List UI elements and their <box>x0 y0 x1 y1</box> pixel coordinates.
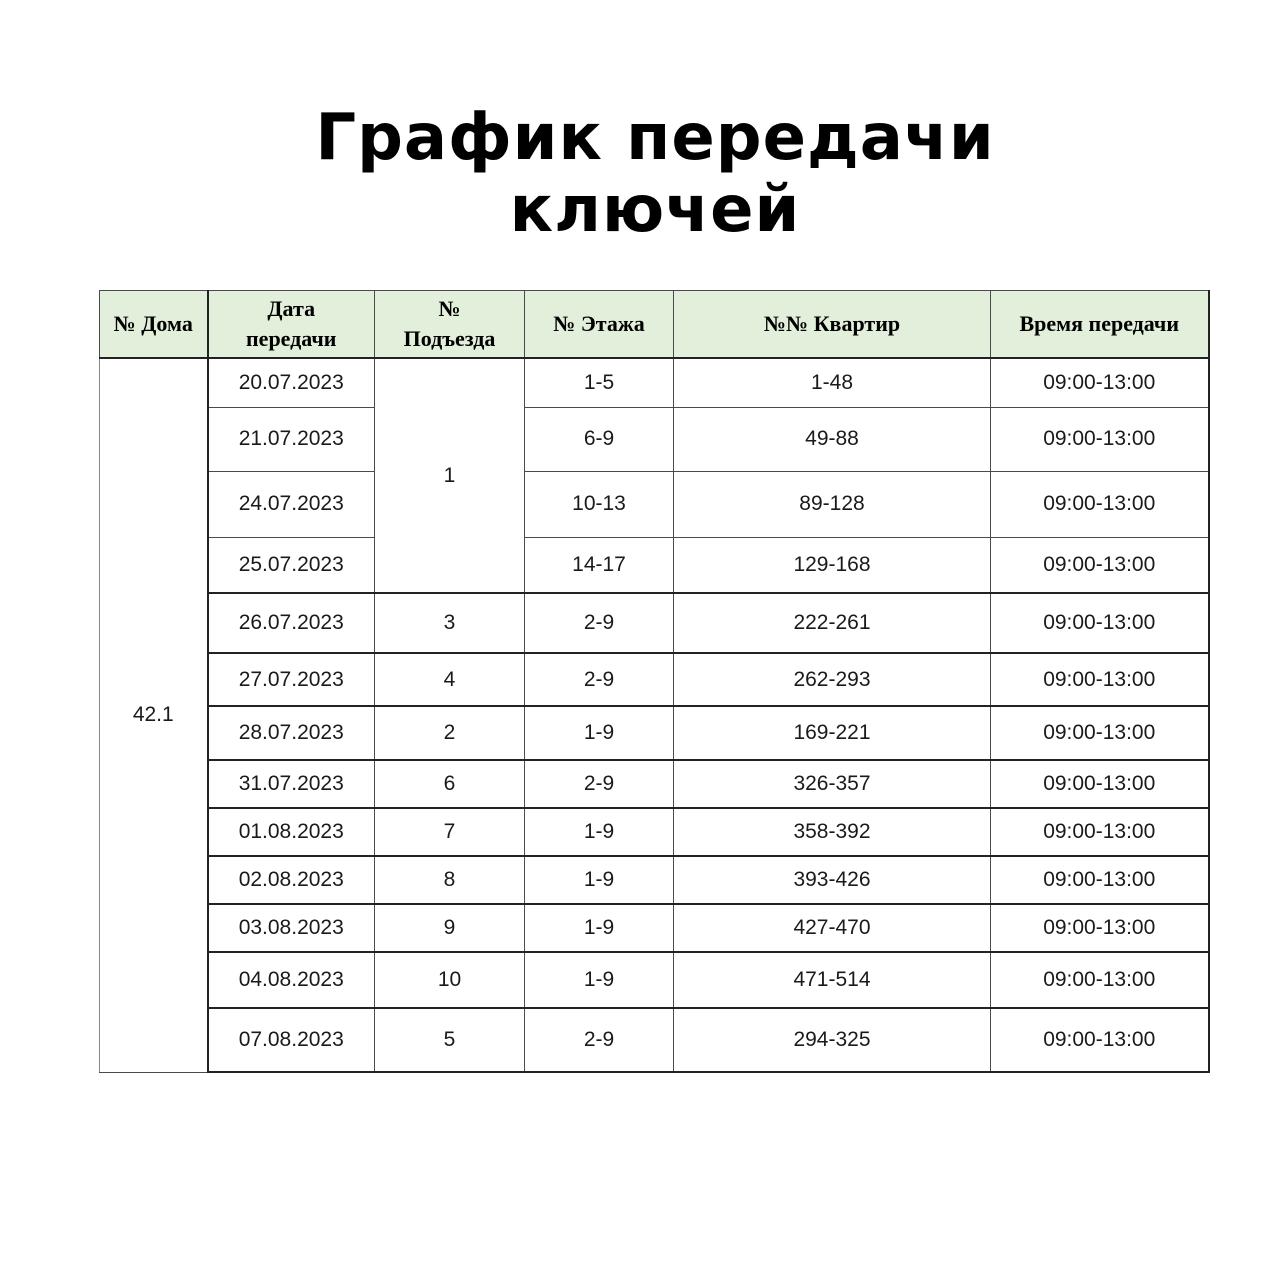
date-cell: 28.07.2023 <box>208 706 375 760</box>
header-entrance-line-2: Подъезда <box>403 326 496 351</box>
date-cell: 07.08.2023 <box>208 1008 375 1072</box>
table-row <box>100 537 1209 593</box>
floor-cell: 2-9 <box>525 760 674 808</box>
table-row <box>100 593 1209 653</box>
table-row <box>100 407 1209 471</box>
apartments-cell: 169-221 <box>674 706 991 760</box>
table-row <box>100 808 1209 856</box>
header-date-line-2: передачи <box>246 326 337 351</box>
date-cell: 26.07.2023 <box>208 593 375 653</box>
time-cell: 09:00-13:00 <box>991 537 1209 593</box>
apartments-cell: 89-128 <box>674 471 991 537</box>
header-house: № Дома <box>100 291 208 359</box>
time-cell: 09:00-13:00 <box>991 471 1209 537</box>
table-body <box>100 358 1209 1072</box>
apartments-cell: 262-293 <box>674 653 991 706</box>
time-cell: 09:00-13:00 <box>991 358 1209 407</box>
time-cell: 09:00-13:00 <box>991 808 1209 856</box>
entrance-cell: 7 <box>375 808 525 856</box>
date-cell: 31.07.2023 <box>208 760 375 808</box>
floor-cell: 6-9 <box>525 407 674 471</box>
header-apartments: №№ Квартир <box>674 291 991 359</box>
floor-cell: 2-9 <box>525 593 674 653</box>
time-cell: 09:00-13:00 <box>991 760 1209 808</box>
time-cell: 09:00-13:00 <box>991 904 1209 952</box>
apartments-cell: 294-325 <box>674 1008 991 1072</box>
table-row <box>100 471 1209 537</box>
apartments-cell: 49-88 <box>674 407 991 471</box>
time-cell: 09:00-13:00 <box>991 706 1209 760</box>
entrance-cell: 8 <box>375 856 525 904</box>
header-entrance <box>375 291 525 359</box>
date-cell: 03.08.2023 <box>208 904 375 952</box>
page-title <box>0 102 1280 246</box>
date-cell: 04.08.2023 <box>208 952 375 1008</box>
entrance-cell: 6 <box>375 760 525 808</box>
page-title-line-1: График передачи <box>315 101 995 175</box>
time-cell: 09:00-13:00 <box>991 952 1209 1008</box>
apartments-cell: 427-470 <box>674 904 991 952</box>
page-title-line-2: ключей <box>509 173 801 247</box>
entrance-cell: 10 <box>375 952 525 1008</box>
apartments-cell: 393-426 <box>674 856 991 904</box>
table-row <box>100 952 1209 1008</box>
floor-cell: 1-9 <box>525 808 674 856</box>
header-date <box>208 291 375 359</box>
header-entrance-line-1: № <box>438 296 461 321</box>
table-row <box>100 706 1209 760</box>
apartments-cell: 222-261 <box>674 593 991 653</box>
floor-cell: 1-9 <box>525 706 674 760</box>
time-cell: 09:00-13:00 <box>991 407 1209 471</box>
house-number-cell: 42.1 <box>100 358 208 1072</box>
floor-cell: 2-9 <box>525 1008 674 1072</box>
apartments-cell: 358-392 <box>674 808 991 856</box>
time-cell: 09:00-13:00 <box>991 1008 1209 1072</box>
floor-cell: 10-13 <box>525 471 674 537</box>
apartments-cell: 326-357 <box>674 760 991 808</box>
entrance-group-cell: 1 <box>375 358 525 593</box>
date-cell: 20.07.2023 <box>208 358 375 407</box>
date-cell: 01.08.2023 <box>208 808 375 856</box>
entrance-cell: 2 <box>375 706 525 760</box>
time-cell: 09:00-13:00 <box>991 653 1209 706</box>
table-row <box>100 1008 1209 1072</box>
date-cell: 25.07.2023 <box>208 537 375 593</box>
header-time: Время передачи <box>991 291 1209 359</box>
header-row <box>100 291 1209 359</box>
entrance-cell: 3 <box>375 593 525 653</box>
apartments-cell: 1-48 <box>674 358 991 407</box>
entrance-cell: 5 <box>375 1008 525 1072</box>
key-handover-schedule-table <box>99 290 1210 1073</box>
table-row <box>100 653 1209 706</box>
date-cell: 27.07.2023 <box>208 653 375 706</box>
table-row <box>100 904 1209 952</box>
floor-cell: 1-9 <box>525 904 674 952</box>
floor-cell: 1-9 <box>525 856 674 904</box>
entrance-cell: 9 <box>375 904 525 952</box>
table-row <box>100 358 1209 407</box>
floor-cell: 1-9 <box>525 952 674 1008</box>
entrance-cell: 4 <box>375 653 525 706</box>
table-row <box>100 760 1209 808</box>
header-floor: № Этажа <box>525 291 674 359</box>
apartments-cell: 471-514 <box>674 952 991 1008</box>
floor-cell: 2-9 <box>525 653 674 706</box>
date-cell: 02.08.2023 <box>208 856 375 904</box>
table-header <box>100 291 1209 359</box>
time-cell: 09:00-13:00 <box>991 856 1209 904</box>
time-cell: 09:00-13:00 <box>991 593 1209 653</box>
floor-cell: 14-17 <box>525 537 674 593</box>
date-cell: 24.07.2023 <box>208 471 375 537</box>
floor-cell: 1-5 <box>525 358 674 407</box>
apartments-cell: 129-168 <box>674 537 991 593</box>
table-row <box>100 856 1209 904</box>
date-cell: 21.07.2023 <box>208 407 375 471</box>
header-date-line-1: Дата <box>267 296 316 321</box>
